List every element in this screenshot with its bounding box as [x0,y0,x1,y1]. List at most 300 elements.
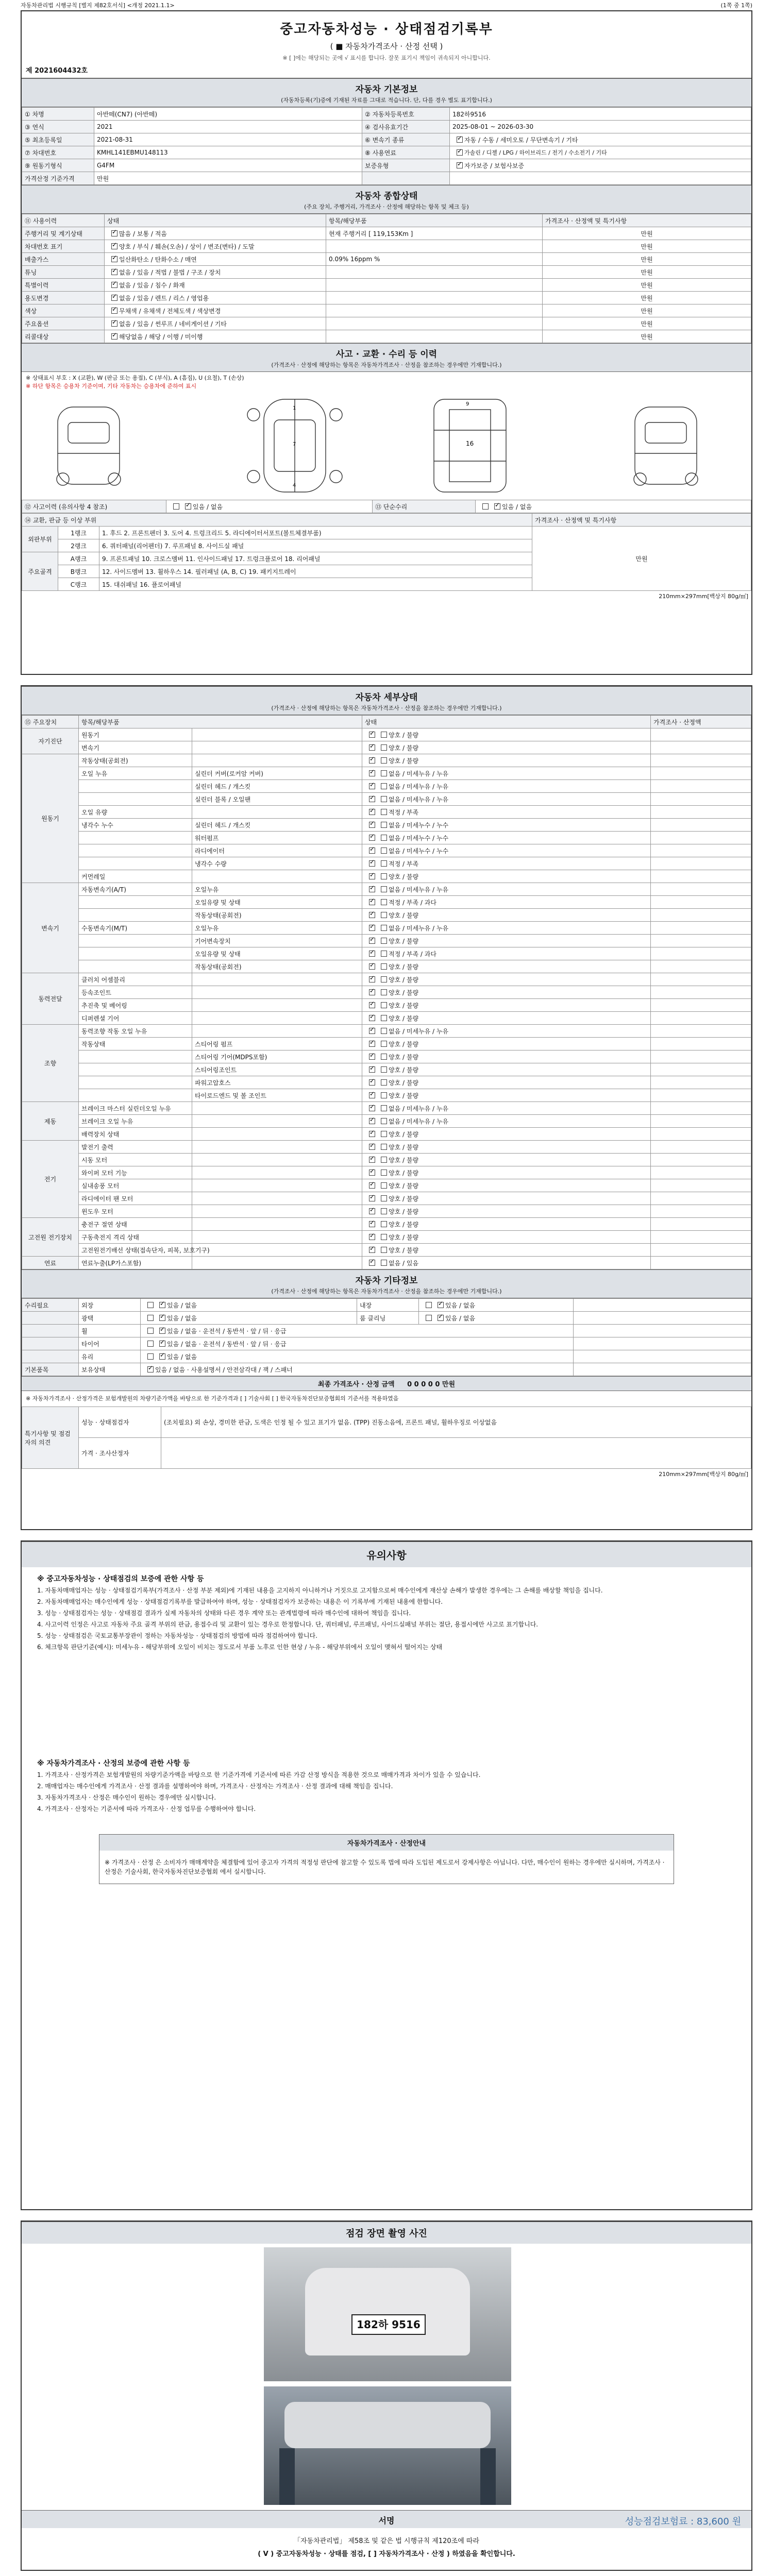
accident-title: 사고 · 교환 · 수리 등 이력 [22,343,751,361]
checkbox-checked[interactable] [369,835,375,841]
checkbox-checked[interactable] [369,757,375,764]
device-group-label: 조향 [22,1025,79,1102]
checkbox-checked[interactable] [185,503,191,510]
table-header-row [22,716,751,728]
checkbox[interactable] [381,1041,387,1047]
checkbox[interactable] [381,796,387,802]
row-state: ✓ 무채색 / 유채색 / 전체도색 / 색상변경 [105,304,326,317]
table-row [22,133,751,146]
checkbox-checked[interactable] [369,1105,375,1111]
checkbox[interactable] [381,1157,387,1163]
item-price [651,844,751,857]
checkbox-checked[interactable] [369,860,375,867]
notice-paragraph: 3. 자동차가격조사 · 산정은 매수인이 원하는 경우에만 실시합니다. [37,1794,216,1801]
checkbox[interactable] [381,1131,387,1137]
table-row [22,1025,751,1038]
item-price [651,935,751,947]
column-header: ⑪ 사용이력 [22,214,105,227]
item-price [651,780,751,793]
other-info-table [22,1298,751,1376]
checkbox[interactable] [381,963,387,970]
item-price [651,973,751,986]
item-state: ✓ 없음 / 미세누유 / 누유 [362,1025,651,1038]
item-part [192,1115,362,1128]
detail-subtitle: (가격조사 · 산정에 해당하는 항목은 자동차가격조사 · 산정을 참조하는 경우에만 기재합니다.) [22,704,751,715]
checkbox[interactable] [381,951,387,957]
checkbox-checked[interactable] [111,269,117,275]
table-row [22,1076,751,1089]
checkbox-checked[interactable] [369,732,375,738]
checkbox-checked[interactable] [457,149,463,156]
row-label: 특별이력 [22,279,105,292]
checkbox-checked[interactable] [111,320,117,327]
table-row [22,279,751,292]
item-price [651,1141,751,1154]
checkbox[interactable] [173,503,179,510]
item-price [651,947,751,960]
checkbox-checked[interactable] [369,1221,375,1227]
checkbox[interactable] [381,860,387,867]
checkbox[interactable] [381,1234,387,1240]
car-rear-view-icon [619,397,712,495]
checkbox[interactable] [381,1015,387,1021]
checkbox-checked[interactable] [369,796,375,802]
checkbox-checked[interactable] [369,1092,375,1098]
checkbox[interactable] [381,886,387,892]
checkbox[interactable] [381,1002,387,1008]
form-header-line [0,0,773,9]
checkbox[interactable] [381,989,387,995]
checkbox-checked[interactable] [111,243,117,249]
checkbox[interactable] [381,1208,387,1214]
item-part [192,973,362,986]
cell-value: KMHL141EBMU148113 [94,146,362,159]
signature-body-line: ( V ) 중고자동차성능 · 상태를 점검, [ ] 자동차가격조사 · 산정 ) 하였음을 확인합니다. [258,2550,515,2558]
inspection-photo-front [264,2247,511,2381]
checkbox[interactable] [381,732,387,738]
table-row [22,500,751,513]
checkbox-checked[interactable] [369,951,375,957]
checkbox-checked[interactable] [369,744,375,751]
item-label: 동력조향 작동 오일 누유 [79,1025,192,1038]
checkbox[interactable] [381,1221,387,1227]
item-state: ✓ 적정 / 부족 / 과다 [362,896,651,909]
table-row [22,1350,751,1363]
checkbox[interactable] [147,1315,154,1321]
checkbox-checked[interactable] [369,809,375,815]
checkbox-checked[interactable] [369,989,375,995]
table-row [22,1363,751,1376]
item-price [651,1076,751,1089]
cell-label: ⑤ 최초등록일 [22,133,94,146]
cell-value: 2021-08-31 [94,133,362,146]
checkbox-checked[interactable] [369,1131,375,1137]
row-label: 기본품목 [22,1363,79,1376]
row-price: 만원 [532,527,751,591]
checkbox-checked[interactable] [369,873,375,879]
table-header-row [22,514,751,527]
item-state: ✓ 양호 / 불량 [362,1218,651,1231]
table-row [22,527,751,539]
checkbox[interactable] [381,848,387,854]
item-label: 시동 모터 [79,1154,192,1166]
item-state: ✓ 적정 / 부족 [362,806,651,819]
item-state: ✓ 양호 / 불량 [362,1231,651,1244]
checkbox[interactable] [381,925,387,931]
item-state: ✓ 없음 / 미세누수 / 누수 [362,844,651,857]
checkbox-checked[interactable] [369,899,375,905]
item-label: 냉각수 누수 [79,819,192,832]
svg-text:16: 16 [466,440,474,447]
checkbox[interactable] [381,1144,387,1150]
checkbox-checked[interactable] [369,1157,375,1163]
cell-value: 2025-08-01 ~ 2026-03-30 [450,121,751,133]
row-item: 성능 · 상태점검자 [79,1407,161,1438]
table-row [22,728,751,741]
table-row [22,146,751,159]
checkbox[interactable] [381,938,387,944]
table-row [22,1050,751,1063]
table-row [22,1128,751,1141]
item-state: ✓ 양호 / 불량 [362,1128,651,1141]
checkbox-checked[interactable] [457,162,463,168]
row-item: 가격 · 조사산정자 [79,1438,161,1469]
table-row [22,922,751,935]
notice-paragraph: 4. 사고이력 인정은 사고로 자동차 주요 골격 부위의 판금, 용접수리 및 교환이 있는 경우로 한정합니다. 단, 쿼터패널, 루프패널, 사이드실패널 부위는 절단, 용접시에만 사고로 표기합니다. [37,1621,539,1628]
item-state: ✓ 양호 / 불량 [362,1166,651,1179]
item-price [651,741,751,754]
svg-text:4: 4 [293,483,296,488]
checkbox[interactable] [381,1066,387,1073]
checkbox[interactable] [381,1054,387,1060]
checkbox-checked[interactable] [457,137,463,143]
item-price [651,1089,751,1102]
item-state: ✓ 적정 / 부족 [362,857,651,870]
item-state: ✓ 없음 / 미세누수 / 누수 [362,819,651,832]
row-detail [326,317,543,330]
item-label [79,909,192,922]
checkbox-checked[interactable] [369,822,375,828]
checkbox-checked[interactable] [369,1066,375,1073]
device-group-label: 고전원 전기장치 [22,1218,79,1257]
rank-items: 9. 프론트패널 10. 크로스멤버 11. 인사이드패널 17. 트렁크플로어 18. 리어패널 [99,552,532,565]
item-state: ✓ 양호 / 불량 [362,960,651,973]
item-part [192,1141,362,1154]
item-price [651,1102,751,1115]
basic-info-title: 자동차 기본정보 [22,78,751,96]
item-label: 오일 유량 [79,806,192,819]
checkbox-checked[interactable] [369,1041,375,1047]
item-label [79,947,192,960]
row-detail [326,266,543,279]
checkbox-checked[interactable] [159,1302,165,1308]
rank-label: C랭크 [58,578,99,591]
row-item: 외장 [79,1299,141,1312]
rank-label: 1랭크 [58,527,99,539]
inspection-photo-lift [264,2386,511,2505]
checkbox-checked[interactable] [111,333,117,340]
checkbox[interactable] [381,1260,387,1266]
checkbox-checked[interactable] [369,1247,375,1253]
checkbox-checked[interactable] [369,1182,375,1189]
item-part: 실린더 커버(로커암 커버) [192,767,362,780]
item-label [79,844,192,857]
item-part: 라디에이터 [192,844,362,857]
summary-subtitle: (주요 장치, 주행거리, 가격조사 · 산정에 해당하는 항목 및 체크 등) [22,202,751,214]
item-part [192,806,362,819]
checkbox-checked[interactable] [369,912,375,918]
notice-subheading: ※ 자동차가격조사 · 산정의 보증에 관한 사항 등 [37,1759,190,1768]
table-row [22,832,751,844]
item-part: 타이로드엔드 및 볼 조인트 [192,1089,362,1102]
checkbox-checked[interactable] [369,1028,375,1034]
item-part [192,1231,362,1244]
checkbox[interactable] [147,1302,154,1308]
license-plate: 182하 9516 [351,2314,426,2335]
checkbox[interactable] [381,1195,387,1201]
page-size-caption: 210mm×297mm[백상지 80g/㎡] [659,1471,748,1478]
accident-legend: ※ 상태표시 부호 : X (교환), W (판금 또는 용접), C (부식), A (흠집), U (요철), T (손상) [26,375,244,381]
row-item: 휠 [79,1325,141,1337]
item-state: ✓ 양호 / 불량 [362,1179,651,1192]
checkbox-checked[interactable] [159,1328,165,1334]
item-price [651,986,751,999]
detail-title: 자동차 세부상태 [22,686,751,704]
checkbox-checked[interactable] [147,1366,154,1372]
checkbox[interactable] [147,1341,154,1347]
checkbox-checked[interactable] [369,938,375,944]
row-item: 광택 [79,1312,141,1325]
summary-table [22,214,751,343]
item-label: 작동상태 [79,1038,192,1050]
row-detail [326,304,543,317]
exchange-parts-table [22,513,751,591]
row-state: ✓ 있음 / 없음 [141,1312,357,1325]
row-item: 보유상태 [79,1363,141,1376]
item-label [79,1063,192,1076]
checkbox[interactable] [482,503,489,510]
checkbox-checked[interactable] [111,230,117,236]
item-label: 발전기 출력 [79,1141,192,1154]
total-price-note: ※ 자동차가격조사 · 산정가격은 보험개발원의 차량기준가액을 바탕으로 한 기준가격과 [ ] 기술사회 [ ] 한국자동차진단보증협회의 기준서를 적용하였음 [26,1395,399,1402]
checkbox-checked[interactable] [369,886,375,892]
item-part: 스티어링 기어(MDPS포함) [192,1050,362,1063]
item-label: 커먼레일 [79,870,192,883]
checkbox-checked[interactable] [369,1144,375,1150]
remark-table [22,1406,751,1469]
item-price [651,1205,751,1218]
row-state: ✓ 양호 / 부식 / 훼손(오손) / 상이 / 변조(변타) / 도말 [105,240,326,253]
item-label: 연료누출(LP가스포함) [79,1257,192,1269]
item-state: ✓ 양호 / 불량 [362,1012,651,1025]
item-label: 구동축전지 격리 상태 [79,1231,192,1244]
item-price [651,1050,751,1063]
checkbox[interactable] [381,835,387,841]
table-row [22,909,751,922]
checkbox[interactable] [381,744,387,751]
page-indicator: (1쪽 중 1쪽) [720,2,752,9]
checkbox[interactable] [381,1118,387,1124]
item-state: ✓ 양호 / 불량 [362,741,651,754]
item-part: 실린더 헤드 / 개스킷 [192,819,362,832]
signature-title: 서명 [378,2516,395,2526]
item-part [192,1154,362,1166]
table-row [22,253,751,266]
checkbox[interactable] [426,1315,432,1321]
item-part: 오일유량 및 상태 [192,947,362,960]
checkbox-checked[interactable] [369,1234,375,1240]
cell-value [450,172,751,185]
item-part [192,1205,362,1218]
item-part: 실린더 블록 / 오일팬 [192,793,362,806]
row-label [22,1350,79,1363]
table-row [22,986,751,999]
table-row [22,266,751,279]
checkbox-checked[interactable] [438,1302,444,1308]
checkbox-checked[interactable] [369,1170,375,1176]
checkbox[interactable] [381,899,387,905]
item-price [651,1166,751,1179]
checkbox[interactable] [381,912,387,918]
item-state: ✓ 양호 / 불량 [362,1244,651,1257]
checkbox-checked[interactable] [369,1002,375,1008]
row-state: ✓ 있음 / 없음 [419,1312,574,1325]
checkbox-checked[interactable] [369,1118,375,1124]
checkbox-checked[interactable] [159,1315,165,1321]
checkbox-checked[interactable] [111,282,117,288]
item-label: 작동상태(공회전) [79,754,192,767]
checkbox[interactable] [147,1328,154,1334]
item-label [79,1050,192,1063]
checkbox-checked[interactable] [369,1208,375,1214]
row-item: 유리 [79,1350,141,1363]
checkbox-checked[interactable] [111,308,117,314]
checkbox[interactable] [381,1092,387,1098]
checkbox-checked[interactable] [369,848,375,854]
row-state: ✓ 일산화탄소 / 탄화수소 / 매연 [105,253,326,266]
item-part [192,1128,362,1141]
table-row [22,159,751,172]
checkbox[interactable] [381,1105,387,1111]
car-frame-view-icon [393,394,547,497]
checkbox-checked[interactable] [369,1015,375,1021]
item-price [651,1025,751,1038]
basic-info-table [22,107,751,185]
checkbox-checked[interactable] [369,1195,375,1201]
checkbox[interactable] [381,873,387,879]
item-part: 실린더 헤드 / 개스킷 [192,780,362,793]
row-item: 내장 [357,1299,419,1312]
item-label: 실내송풍 모터 [79,1179,192,1192]
row-label: 용도변경 [22,292,105,304]
item-price [651,728,751,741]
checkbox[interactable] [381,822,387,828]
table-row [22,754,751,767]
device-group-label: 자기진단 [22,728,79,754]
item-part [192,1025,362,1038]
checkbox[interactable] [381,783,387,789]
checkbox[interactable] [381,1079,387,1086]
item-price [651,767,751,780]
item-label: 브레이크 오일 누유 [79,1115,192,1128]
column-header: 항목/해당부품 [79,716,362,728]
item-part [192,1166,362,1179]
checkbox-checked[interactable] [369,976,375,982]
table-row [22,1063,751,1076]
checkbox-checked[interactable] [159,1353,165,1360]
item-label: 윈도우 모터 [79,1205,192,1218]
table-row [22,806,751,819]
checkbox[interactable] [381,809,387,815]
table-row [22,1141,751,1154]
item-price [651,806,751,819]
table-row [22,172,751,185]
item-state: ✓ 양호 / 불량 [362,999,651,1012]
item-price [651,1012,751,1025]
item-state: ✓ 양호 / 불량 [362,1154,651,1166]
checkbox-checked[interactable] [494,503,500,510]
item-price [651,909,751,922]
row-label: 수리필요 [22,1299,79,1312]
checkbox[interactable] [147,1353,154,1360]
checkbox-checked[interactable] [369,925,375,931]
checkbox-checked[interactable] [369,1054,375,1060]
cell-value: ✓ 자가보증 / 보험사보증 [450,159,751,172]
checkbox-checked[interactable] [369,1260,375,1266]
accident-legend-2: ※ 하단 항목은 승용차 기준이며, 기타 자동차는 승용차에 준하여 표시 [26,383,197,389]
item-state: ✓ 없음 / 미세누유 / 누유 [362,1102,651,1115]
car-damage-diagram [22,392,751,500]
checkbox-checked[interactable] [369,1079,375,1086]
device-group-label: 원동기 [22,754,79,883]
row-state: ✓ 있음 / 없음 [419,1299,574,1312]
checkbox-checked[interactable] [111,295,117,301]
checkbox-checked[interactable] [369,963,375,970]
checkbox-checked[interactable] [438,1315,444,1321]
item-label: 브레이크 마스터 실린더오일 누유 [79,1102,192,1115]
checkbox[interactable] [381,976,387,982]
row-price: 만원 [543,317,751,330]
checkbox[interactable] [381,1247,387,1253]
checkbox[interactable] [381,757,387,764]
checkbox-checked[interactable] [159,1341,165,1347]
checkbox[interactable] [381,1028,387,1034]
item-part: 스티어링조인트 [192,1063,362,1076]
svg-text:1: 1 [293,405,296,411]
item-part [192,1102,362,1115]
checkbox[interactable] [426,1302,432,1308]
checkbox-checked[interactable] [111,256,117,262]
item-state: ✓ 양호 / 불량 [362,1038,651,1050]
row-state: ✓ 있음 / 없음 [141,1350,574,1363]
item-part: 작동상태(공회전) [192,909,362,922]
item-label [79,780,192,793]
item-part: 작동상태(공회전) [192,960,362,973]
item-label: 추진축 및 베어링 [79,999,192,1012]
checkbox-checked[interactable] [369,783,375,789]
column-header: 상태 [105,214,326,227]
row-state: ✓ 없음 / 있음 / 침수 / 화재 [105,279,326,292]
checkbox[interactable] [381,770,387,776]
cell-label: 가격산정 기준가격 [22,172,94,185]
checkbox[interactable] [381,1182,387,1189]
table-row [22,292,751,304]
table-header-row [22,214,751,227]
item-price [651,1154,751,1166]
checkbox-checked[interactable] [369,770,375,776]
checkbox[interactable] [381,1170,387,1176]
notice-paragraph: 2. 자동차매매업자는 매수인에게 성능 · 상태점검기록부를 발급하여야 하며, 성능 · 상태점검자가 보증하는 내용은 이 기록부에 기재된 내용에 한합니다. [37,1598,443,1605]
